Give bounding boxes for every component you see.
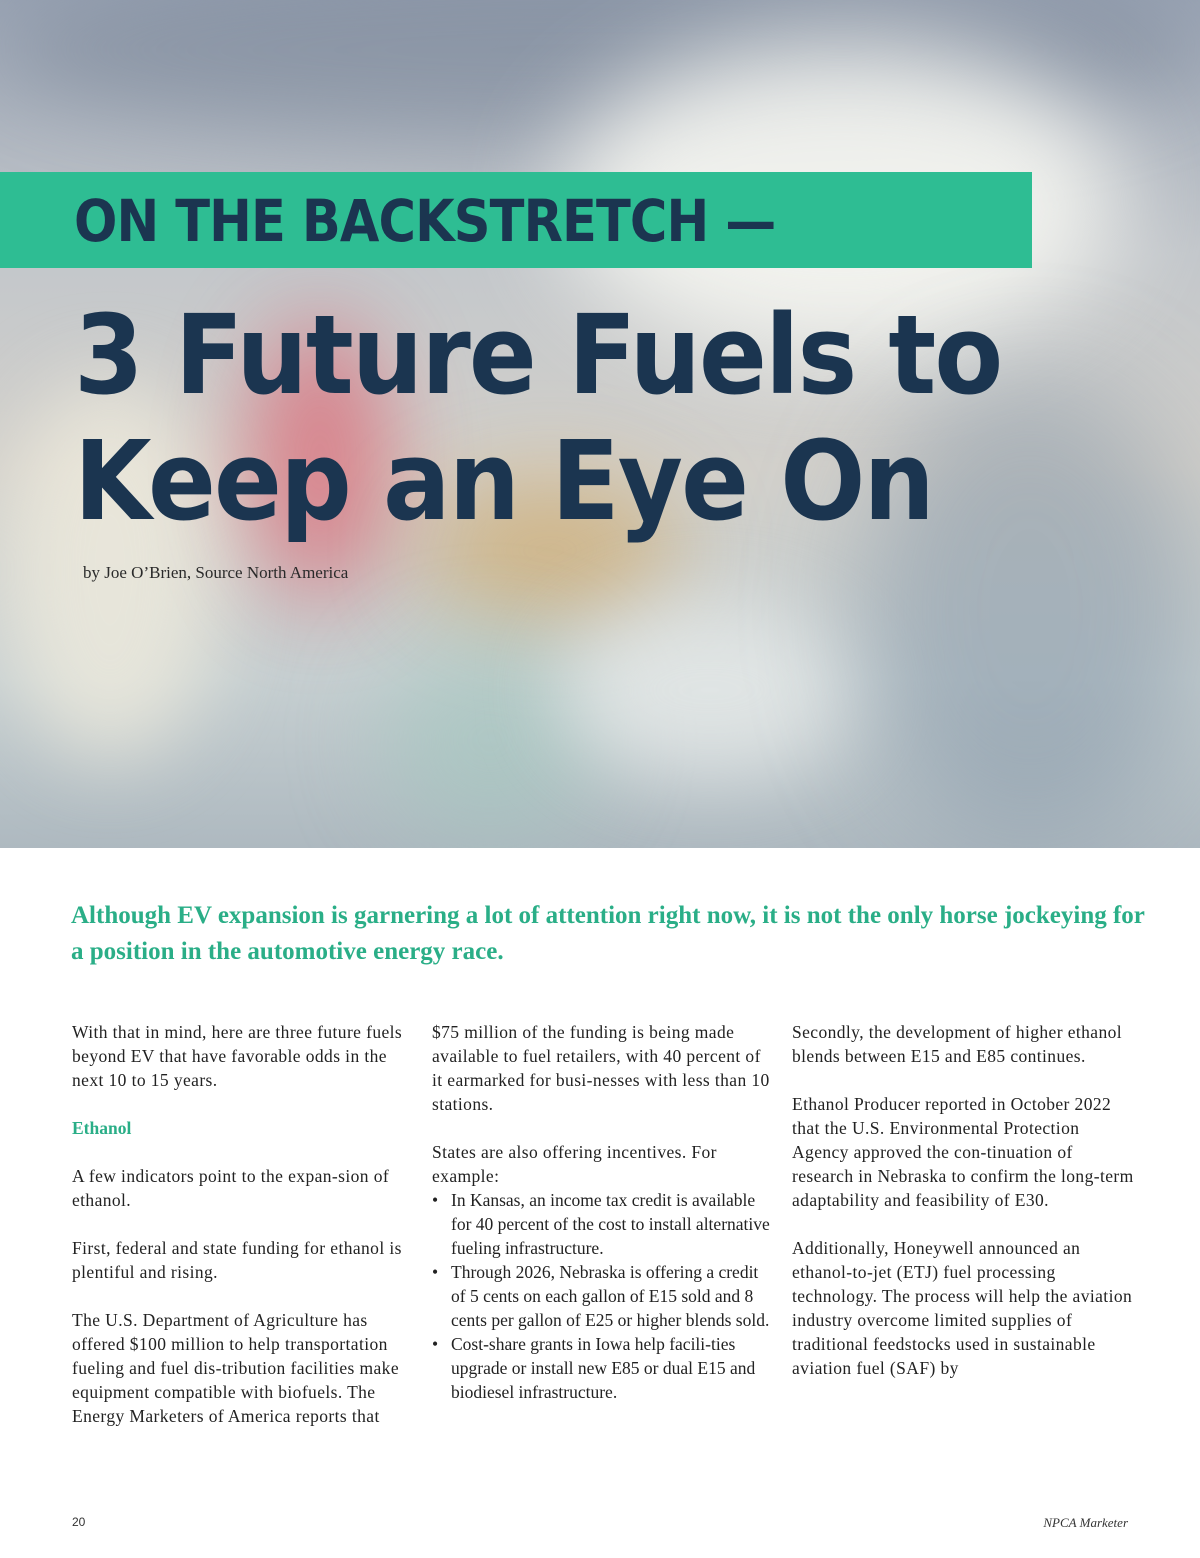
bullet-marker: • (432, 1262, 439, 1282)
list-item-text: In Kansas, an income tax credit is available for 40 percent of the cost to install alternative fueling infrastructure. (451, 1190, 770, 1258)
section-kicker: ON THE BACKSTRETCH — (74, 187, 776, 255)
body-paragraph: $75 million of the funding is being made available to fuel retailers, with 40 percent of it earmarked for busi-nesses with less than 10 stations. (432, 1022, 770, 1114)
intro-paragraph: With that in mind, here are three future fuels beyond EV that have favorable odds in the next 10 to 15 years. (72, 1022, 403, 1090)
body-paragraph: A few indicators point to the expan-sion of ethanol. (72, 1166, 390, 1210)
hero-blur-shape (560, 600, 860, 780)
body-paragraph: Secondly, the development of higher ethanol blends between E15 and E85 continues. (792, 1022, 1123, 1066)
body-paragraph: First, federal and state funding for ethanol is plentiful and rising. (72, 1238, 402, 1282)
bullet-marker: • (432, 1190, 439, 1210)
page-number: 20 (72, 1515, 86, 1529)
body-paragraph: Additionally, Honeywell announced an ethanol-to-jet (ETJ) fuel processing technology. The process will help the aviation industry overcome limited supplies of traditional feedstocks used in sustainable aviation fuel (SAF) by (792, 1238, 1133, 1378)
section-subhead: Ethanol (72, 1118, 132, 1138)
headline-line-2: Keep an Eye On (74, 417, 933, 545)
article-headline (74, 292, 1001, 544)
byline: by Joe O’Brien, Source North America (83, 563, 349, 582)
body-column-1 (72, 1020, 412, 1428)
body-paragraph: Ethanol Producer reported in October 2022 that the U.S. Environmental Protection Agency approved the con-tinuation of research in Nebraska to confirm the long-term adaptability and feasibility of E30. (792, 1094, 1134, 1210)
list-item (432, 1260, 772, 1332)
bullet-marker: • (432, 1334, 439, 1354)
list-item (432, 1188, 772, 1260)
headline-line-1: 3 Future Fuels to (74, 291, 1002, 419)
body-column-3 (792, 1020, 1137, 1380)
body-paragraph: The U.S. Department of Agriculture has offered $100 million to help transportation fueling and fuel dis-tribution facilities make equipment compatible with biofuels. The Energy Marketers of America reports that (72, 1310, 399, 1426)
body-paragraph: States are also offering incentives. For example: (432, 1142, 717, 1186)
list-item-text: Cost-share grants in Iowa help facili-ties upgrade or install new E85 or dual E15 and biodiesel infrastructure. (451, 1334, 756, 1402)
body-column-2 (432, 1020, 772, 1404)
publication-name: NPCA Marketer (1043, 1515, 1128, 1530)
article-deck: Although EV expansion is garnering a lot of attention right now, it is not the only horse jockeying for a position in the automotive energy race. (71, 902, 1145, 965)
incentives-list (432, 1188, 772, 1404)
list-item (432, 1332, 772, 1404)
list-item-text: Through 2026, Nebraska is offering a credit of 5 cents on each gallon of E15 sold and 8 cents per gallon of E25 or higher blends sold. (451, 1262, 770, 1330)
